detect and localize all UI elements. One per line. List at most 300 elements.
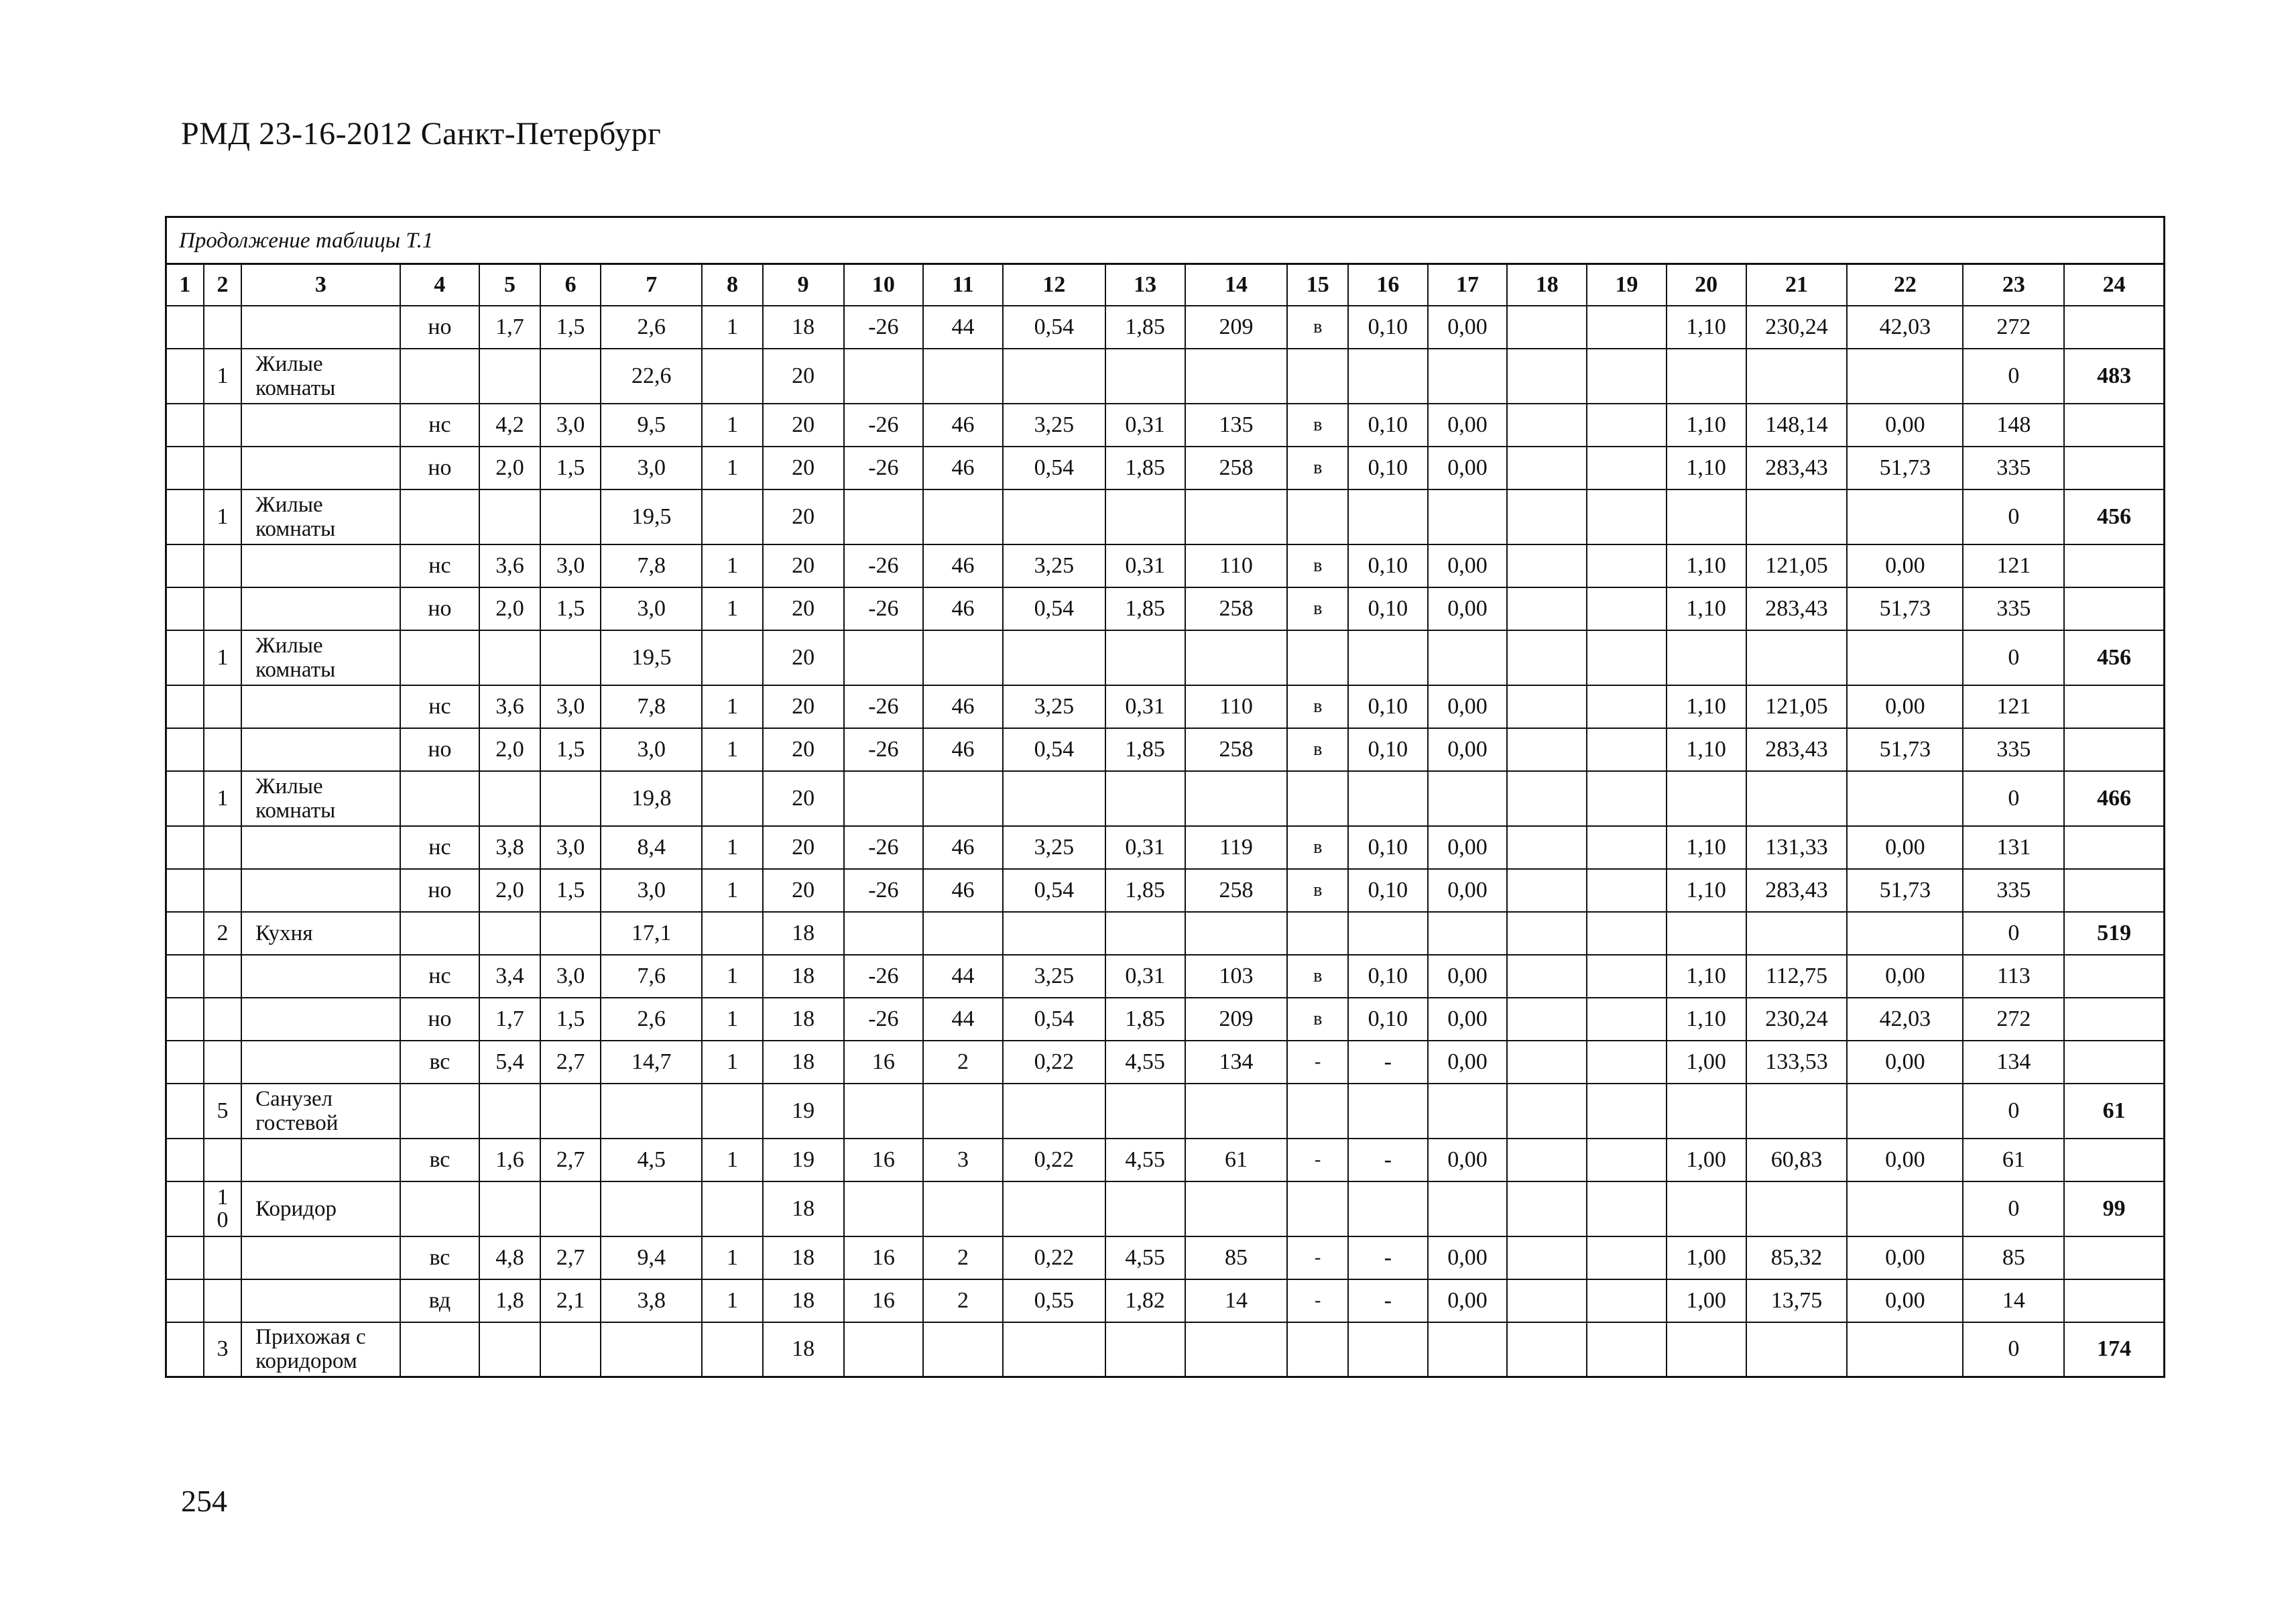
room-total-cell xyxy=(2064,728,2164,771)
table-cell xyxy=(1003,630,1105,685)
table-cell: 20 xyxy=(763,489,844,544)
table-cell xyxy=(1428,1181,1508,1236)
table-cell: 20 xyxy=(763,771,844,826)
element-type-cell: но xyxy=(400,869,480,912)
table-cell: 2 xyxy=(923,1236,1003,1279)
table-cell: 0,00 xyxy=(1428,728,1508,771)
table-cell: в xyxy=(1287,306,1348,349)
column-header: 22 xyxy=(1847,264,1963,306)
table-cell: 1 xyxy=(702,544,763,587)
table-cell: 0,54 xyxy=(1003,447,1105,489)
table-cell xyxy=(1587,1181,1667,1236)
table-cell: 283,43 xyxy=(1746,587,1848,630)
table-cell: 2,7 xyxy=(540,1041,601,1084)
table-cell xyxy=(1003,771,1105,826)
element-type-cell: вс xyxy=(400,1041,480,1084)
table-cell: в xyxy=(1287,998,1348,1041)
table-cell: - xyxy=(1287,1139,1348,1181)
table-cell xyxy=(166,826,204,869)
column-header: 17 xyxy=(1428,264,1508,306)
table-cell xyxy=(1185,630,1288,685)
table-cell: 1,10 xyxy=(1667,587,1746,630)
table-cell: 0,00 xyxy=(1428,1139,1508,1181)
table-body xyxy=(166,264,2165,1377)
table-cell xyxy=(540,912,601,955)
table-cell: 0,10 xyxy=(1348,998,1428,1041)
room-name-cell xyxy=(241,1041,400,1084)
room-total-cell xyxy=(2064,1139,2164,1181)
table-cell: 18 xyxy=(763,955,844,998)
table-cell xyxy=(1667,912,1746,955)
room-total-cell: 456 xyxy=(2064,630,2164,685)
element-type-cell xyxy=(400,349,480,404)
table-cell: 0,00 xyxy=(1847,826,1963,869)
table-cell: 2,6 xyxy=(601,306,702,349)
table-cell xyxy=(1105,1084,1185,1139)
table-cell: 0,00 xyxy=(1428,826,1508,869)
table-cell: 1 xyxy=(702,447,763,489)
element-row xyxy=(166,826,2165,869)
table-cell: 7,8 xyxy=(601,685,702,728)
table-cell xyxy=(844,1181,924,1236)
table-cell xyxy=(1185,1084,1288,1139)
table-cell: 0 xyxy=(1963,630,2064,685)
table-cell: 3,4 xyxy=(479,955,540,998)
table-cell: 19,5 xyxy=(601,489,702,544)
table-cell xyxy=(923,1181,1003,1236)
element-type-cell xyxy=(400,630,480,685)
table-cell: 0,00 xyxy=(1428,306,1508,349)
table-cell: 1,5 xyxy=(540,306,601,349)
room-total-cell: 99 xyxy=(2064,1181,2164,1236)
room-row xyxy=(166,349,2165,404)
table-cell: 20 xyxy=(763,404,844,447)
table-cell xyxy=(166,587,204,630)
table-cell xyxy=(1587,349,1667,404)
room-row xyxy=(166,1084,2165,1139)
room-name-cell xyxy=(241,587,400,630)
table-cell: -26 xyxy=(844,869,924,912)
table-cell xyxy=(479,1322,540,1377)
table-cell: 61 xyxy=(1185,1139,1288,1181)
table-cell xyxy=(1847,489,1963,544)
data-table xyxy=(165,263,2165,1378)
table-cell: 1,10 xyxy=(1667,869,1746,912)
table-cell xyxy=(1428,489,1508,544)
table-cell: 4,55 xyxy=(1105,1041,1185,1084)
table-cell: -26 xyxy=(844,544,924,587)
table-cell: 18 xyxy=(763,912,844,955)
table-cell xyxy=(923,1322,1003,1377)
element-type-cell xyxy=(400,489,480,544)
column-header: 7 xyxy=(601,264,702,306)
table-cell xyxy=(1287,912,1348,955)
table-cell xyxy=(1507,544,1587,587)
table-cell xyxy=(702,1322,763,1377)
column-header: 20 xyxy=(1667,264,1746,306)
table-cell xyxy=(1507,1181,1587,1236)
table-cell: 0,54 xyxy=(1003,869,1105,912)
heat-loss-table xyxy=(165,216,2165,1378)
room-name-cell: Жилые комнаты xyxy=(241,771,400,826)
table-cell xyxy=(1507,1279,1587,1322)
table-caption: Продолжение таблицы Т.1 xyxy=(165,216,2165,263)
table-cell xyxy=(1428,771,1508,826)
table-cell: 0,31 xyxy=(1105,955,1185,998)
table-cell: 258 xyxy=(1185,869,1288,912)
table-cell xyxy=(1847,1181,1963,1236)
table-cell xyxy=(702,489,763,544)
element-row xyxy=(166,544,2165,587)
table-cell: 0,22 xyxy=(1003,1139,1105,1181)
table-cell xyxy=(1507,912,1587,955)
table-cell: 0,00 xyxy=(1847,955,1963,998)
table-cell xyxy=(166,685,204,728)
table-cell: 16 xyxy=(844,1279,924,1322)
room-number-cell xyxy=(204,955,241,998)
table-cell xyxy=(166,1322,204,1377)
table-cell: 20 xyxy=(763,544,844,587)
table-cell: 1 xyxy=(702,1139,763,1181)
table-cell: - xyxy=(1348,1236,1428,1279)
table-cell xyxy=(1587,1279,1667,1322)
table-cell: 18 xyxy=(763,1279,844,1322)
room-number-cell xyxy=(204,587,241,630)
table-cell: 0,10 xyxy=(1348,447,1428,489)
table-cell xyxy=(479,1084,540,1139)
table-cell: 2,1 xyxy=(540,1279,601,1322)
table-cell: 1 xyxy=(702,685,763,728)
room-total-cell xyxy=(2064,998,2164,1041)
table-cell xyxy=(479,630,540,685)
table-cell: 1,5 xyxy=(540,728,601,771)
table-cell: -26 xyxy=(844,728,924,771)
table-cell: 0,54 xyxy=(1003,306,1105,349)
column-header: 6 xyxy=(540,264,601,306)
table-cell: 46 xyxy=(923,685,1003,728)
column-header: 15 xyxy=(1287,264,1348,306)
table-cell xyxy=(1507,349,1587,404)
element-type-cell: вс xyxy=(400,1139,480,1181)
table-cell xyxy=(1105,489,1185,544)
table-cell: 20 xyxy=(763,685,844,728)
table-cell: 14 xyxy=(1963,1279,2064,1322)
table-cell: 1,5 xyxy=(540,587,601,630)
table-cell: -26 xyxy=(844,306,924,349)
table-cell: 20 xyxy=(763,869,844,912)
table-cell: 0,00 xyxy=(1847,404,1963,447)
table-cell: 4,55 xyxy=(1105,1139,1185,1181)
room-number-cell: 1 xyxy=(204,489,241,544)
element-type-cell: но xyxy=(400,306,480,349)
table-cell: 0 xyxy=(1963,1181,2064,1236)
table-cell: 1,10 xyxy=(1667,955,1746,998)
column-header: 5 xyxy=(479,264,540,306)
table-cell xyxy=(479,912,540,955)
table-cell xyxy=(166,404,204,447)
table-cell: 51,73 xyxy=(1847,447,1963,489)
table-cell xyxy=(844,489,924,544)
table-cell: 148 xyxy=(1963,404,2064,447)
room-row xyxy=(166,771,2165,826)
table-cell xyxy=(166,306,204,349)
table-cell: 258 xyxy=(1185,447,1288,489)
table-cell: 7,8 xyxy=(601,544,702,587)
table-cell xyxy=(1587,447,1667,489)
table-cell: 134 xyxy=(1963,1041,2064,1084)
table-cell: 1,5 xyxy=(540,869,601,912)
room-name-cell xyxy=(241,1279,400,1322)
table-cell xyxy=(1507,1084,1587,1139)
table-cell: - xyxy=(1287,1279,1348,1322)
room-number-cell: 1 xyxy=(204,630,241,685)
table-cell xyxy=(1003,489,1105,544)
room-number-cell xyxy=(204,685,241,728)
table-cell: 0 xyxy=(1963,489,2064,544)
table-cell xyxy=(1348,1322,1428,1377)
element-row xyxy=(166,728,2165,771)
table-cell: 46 xyxy=(923,447,1003,489)
table-cell: в xyxy=(1287,685,1348,728)
table-cell: 16 xyxy=(844,1236,924,1279)
table-cell: 61 xyxy=(1963,1139,2064,1181)
table-cell xyxy=(1507,826,1587,869)
table-cell xyxy=(1287,630,1348,685)
table-cell xyxy=(1348,489,1428,544)
table-cell: 2,7 xyxy=(540,1139,601,1181)
room-name-cell xyxy=(241,1236,400,1279)
table-cell: 0,00 xyxy=(1428,998,1508,1041)
table-cell: 3,25 xyxy=(1003,955,1105,998)
table-cell: 2 xyxy=(923,1041,1003,1084)
table-cell xyxy=(923,349,1003,404)
room-row xyxy=(166,1181,2165,1236)
table-cell xyxy=(166,912,204,955)
room-name-cell: Санузел гостевой xyxy=(241,1084,400,1139)
table-cell xyxy=(166,955,204,998)
page-number: 254 xyxy=(181,1484,227,1518)
table-cell: 18 xyxy=(763,1236,844,1279)
table-cell xyxy=(166,771,204,826)
table-cell: 0,00 xyxy=(1847,1279,1963,1322)
room-total-cell xyxy=(2064,404,2164,447)
table-cell xyxy=(166,447,204,489)
table-cell: 0,31 xyxy=(1105,544,1185,587)
table-cell: 0,31 xyxy=(1105,404,1185,447)
table-cell: -26 xyxy=(844,447,924,489)
table-cell: 51,73 xyxy=(1847,869,1963,912)
table-cell: 18 xyxy=(763,306,844,349)
element-type-cell: нс xyxy=(400,404,480,447)
column-header: 9 xyxy=(763,264,844,306)
table-cell: 0,10 xyxy=(1348,404,1428,447)
table-cell: в xyxy=(1287,826,1348,869)
table-cell: 3 xyxy=(923,1139,1003,1181)
table-cell: 1,00 xyxy=(1667,1041,1746,1084)
table-cell: 3,0 xyxy=(540,544,601,587)
table-cell xyxy=(702,771,763,826)
room-number-cell: 1 xyxy=(204,349,241,404)
table-cell: 13,75 xyxy=(1746,1279,1848,1322)
table-cell: 1,10 xyxy=(1667,998,1746,1041)
table-cell: 3,0 xyxy=(601,869,702,912)
table-cell xyxy=(1003,1322,1105,1377)
table-cell: 8,4 xyxy=(601,826,702,869)
element-row xyxy=(166,1041,2165,1084)
room-name-cell: Кухня xyxy=(241,912,400,955)
table-cell: 2,7 xyxy=(540,1236,601,1279)
element-type-cell: вд xyxy=(400,1279,480,1322)
table-cell xyxy=(166,869,204,912)
table-cell: 4,55 xyxy=(1105,1236,1185,1279)
room-total-cell xyxy=(2064,826,2164,869)
table-cell xyxy=(1587,685,1667,728)
table-cell xyxy=(1185,349,1288,404)
table-cell xyxy=(1587,1236,1667,1279)
table-cell: 46 xyxy=(923,587,1003,630)
table-cell xyxy=(1507,587,1587,630)
element-type-cell xyxy=(400,1084,480,1139)
room-name-cell xyxy=(241,685,400,728)
table-cell: 85,32 xyxy=(1746,1236,1848,1279)
table-cell xyxy=(1003,349,1105,404)
table-cell xyxy=(540,1084,601,1139)
table-cell: 1,00 xyxy=(1667,1236,1746,1279)
table-cell: 18 xyxy=(763,1041,844,1084)
table-cell: 0,31 xyxy=(1105,685,1185,728)
table-cell xyxy=(1587,912,1667,955)
table-cell: 2,0 xyxy=(479,869,540,912)
table-cell: 16 xyxy=(844,1139,924,1181)
table-cell xyxy=(540,1181,601,1236)
table-cell xyxy=(1847,912,1963,955)
table-cell: 1,10 xyxy=(1667,447,1746,489)
table-cell: 0,00 xyxy=(1847,1236,1963,1279)
table-cell: 119 xyxy=(1185,826,1288,869)
table-cell: 46 xyxy=(923,826,1003,869)
table-cell: 0,55 xyxy=(1003,1279,1105,1322)
table-cell: 1,5 xyxy=(540,447,601,489)
table-cell xyxy=(1507,630,1587,685)
room-name-cell: Жилые комнаты xyxy=(241,489,400,544)
table-cell: 0,00 xyxy=(1428,447,1508,489)
table-cell xyxy=(923,630,1003,685)
table-cell: 1 xyxy=(702,869,763,912)
table-cell: 3,25 xyxy=(1003,826,1105,869)
element-row xyxy=(166,869,2165,912)
table-cell xyxy=(1287,1181,1348,1236)
table-cell: 51,73 xyxy=(1847,728,1963,771)
element-type-cell: вс xyxy=(400,1236,480,1279)
room-total-cell xyxy=(2064,306,2164,349)
table-cell xyxy=(844,349,924,404)
room-name-cell xyxy=(241,728,400,771)
element-type-cell: нс xyxy=(400,685,480,728)
table-cell xyxy=(540,630,601,685)
table-cell xyxy=(166,489,204,544)
column-header: 2 xyxy=(204,264,241,306)
table-cell xyxy=(923,771,1003,826)
table-cell: 110 xyxy=(1185,544,1288,587)
table-cell xyxy=(601,1181,702,1236)
room-total-cell xyxy=(2064,1236,2164,1279)
table-cell: 20 xyxy=(763,826,844,869)
table-cell xyxy=(844,630,924,685)
table-cell xyxy=(166,998,204,1041)
table-cell xyxy=(923,1084,1003,1139)
column-header: 8 xyxy=(702,264,763,306)
table-cell xyxy=(540,771,601,826)
table-cell: 1,85 xyxy=(1105,447,1185,489)
room-number-cell xyxy=(204,306,241,349)
table-cell xyxy=(1003,1084,1105,1139)
table-cell xyxy=(479,489,540,544)
table-cell: 85 xyxy=(1963,1236,2064,1279)
table-cell xyxy=(1348,912,1428,955)
table-cell: 0,22 xyxy=(1003,1236,1105,1279)
table-cell xyxy=(1507,685,1587,728)
table-cell xyxy=(1105,349,1185,404)
table-cell: 272 xyxy=(1963,998,2064,1041)
table-cell xyxy=(601,1322,702,1377)
table-cell: - xyxy=(1348,1139,1428,1181)
table-cell: 209 xyxy=(1185,306,1288,349)
table-cell: 3,0 xyxy=(540,826,601,869)
room-name-cell xyxy=(241,955,400,998)
table-cell: 4,2 xyxy=(479,404,540,447)
table-cell: -26 xyxy=(844,685,924,728)
table-cell: 1,82 xyxy=(1105,1279,1185,1322)
table-cell: 0,22 xyxy=(1003,1041,1105,1084)
table-cell: в xyxy=(1287,544,1348,587)
table-cell xyxy=(1507,1236,1587,1279)
table-cell: 19,8 xyxy=(601,771,702,826)
table-cell: 0 xyxy=(1963,1084,2064,1139)
table-cell xyxy=(1847,1084,1963,1139)
table-cell xyxy=(1348,1084,1428,1139)
room-total-cell xyxy=(2064,447,2164,489)
table-cell xyxy=(702,1181,763,1236)
table-cell: 1 xyxy=(702,1236,763,1279)
table-cell: 283,43 xyxy=(1746,447,1848,489)
table-cell xyxy=(1587,489,1667,544)
table-cell: 19 xyxy=(763,1139,844,1181)
room-row xyxy=(166,630,2165,685)
element-row xyxy=(166,447,2165,489)
table-cell: -26 xyxy=(844,955,924,998)
table-cell: 19 xyxy=(763,1084,844,1139)
table-cell: 19,5 xyxy=(601,630,702,685)
table-cell xyxy=(1185,771,1288,826)
table-cell xyxy=(540,349,601,404)
table-cell: -26 xyxy=(844,998,924,1041)
room-number-cell xyxy=(204,728,241,771)
table-cell: 1 xyxy=(702,1041,763,1084)
table-cell xyxy=(479,771,540,826)
room-total-cell: 61 xyxy=(2064,1084,2164,1139)
column-header: 4 xyxy=(400,264,480,306)
table-cell xyxy=(1587,1322,1667,1377)
table-cell xyxy=(1428,630,1508,685)
table-cell: 0,00 xyxy=(1847,1139,1963,1181)
table-cell xyxy=(1507,1139,1587,1181)
room-name-cell xyxy=(241,869,400,912)
column-header: 1 xyxy=(166,264,204,306)
table-cell: 0,10 xyxy=(1348,544,1428,587)
table-cell: 0 xyxy=(1963,771,2064,826)
column-header: 19 xyxy=(1587,264,1667,306)
room-row xyxy=(166,1322,2165,1377)
